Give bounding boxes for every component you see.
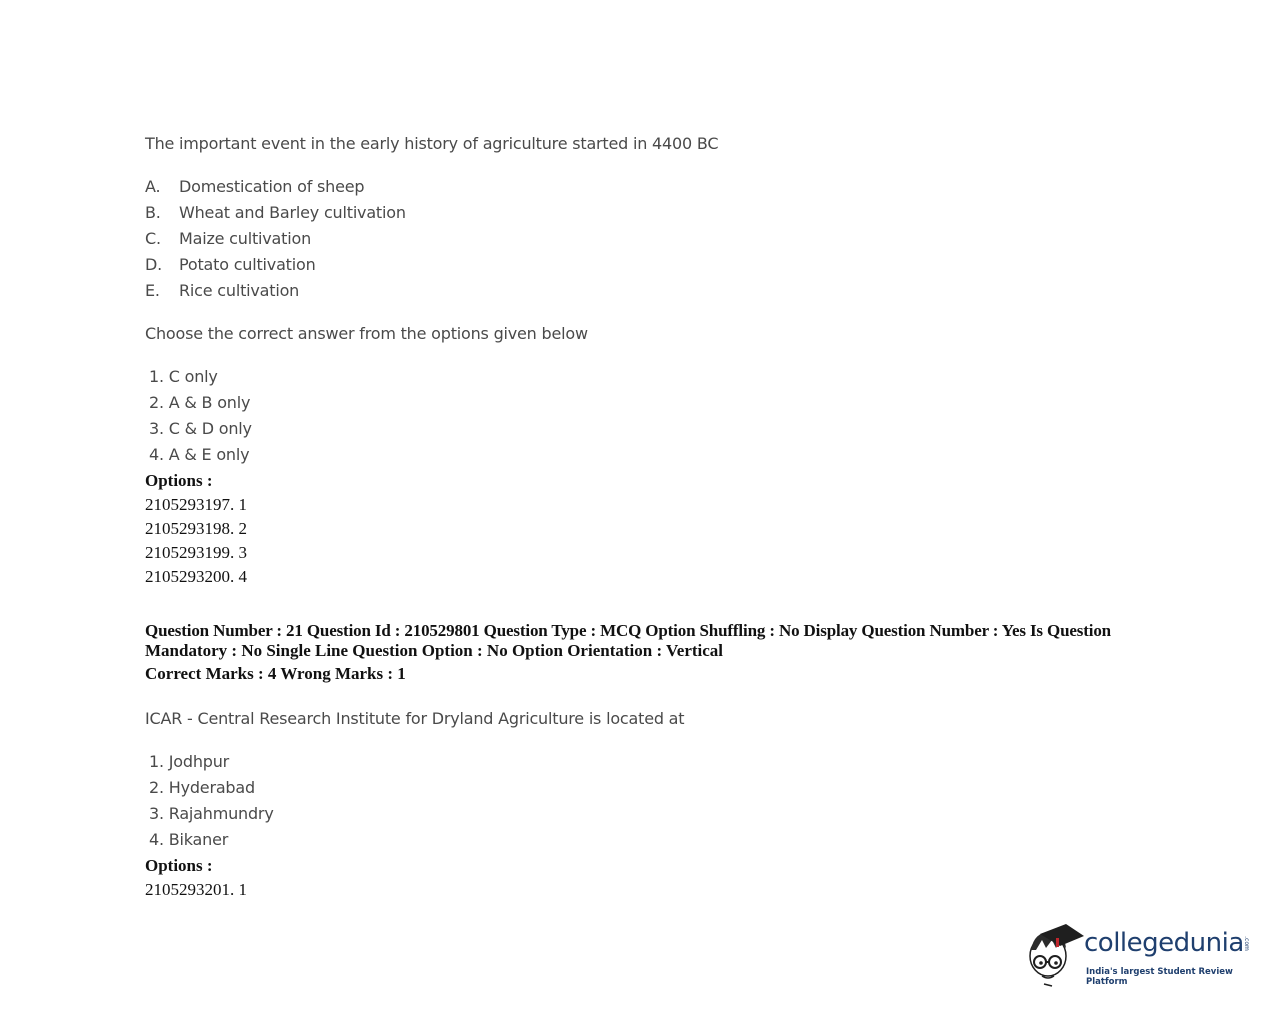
statement-letter: B.	[145, 203, 161, 222]
statement-item-c	[145, 229, 311, 248]
statement-letter: A.	[145, 177, 161, 196]
option-id-row: 2105293201. 1	[145, 880, 247, 899]
question-21-meta-line-1: Question Number : 21 Question Id : 210529801 Question Type : MCQ Option Shuffling : No Display Question Number : Yes Is Question	[145, 621, 1111, 640]
statement-text: Rice cultivation	[179, 281, 300, 300]
question-21-stem: ICAR - Central Research Institute for Dryland Agriculture is located at	[145, 709, 685, 728]
answer-choice-1: 1. Jodhpur	[149, 752, 230, 771]
logo-tagline: India's largest Student Review Platform	[1086, 967, 1233, 987]
graduate-mascot-icon	[1026, 918, 1086, 990]
options-label: Options :	[145, 471, 213, 490]
answer-choice-3: 3. C & D only	[149, 419, 252, 438]
answer-choice-1: 1. C only	[149, 367, 218, 386]
statement-letter: E.	[145, 281, 160, 300]
statement-letter: D.	[145, 255, 163, 274]
answer-choice-2: 2. Hyderabad	[149, 778, 255, 797]
statement-text: Domestication of sheep	[179, 177, 365, 196]
question-21-meta-line-2: Mandatory : No Single Line Question Option : No Option Orientation : Vertical	[145, 641, 724, 660]
options-label: Options :	[145, 856, 213, 875]
statement-text: Wheat and Barley cultivation	[179, 203, 406, 222]
statement-item-a	[145, 177, 364, 196]
statement-item-e	[145, 281, 299, 300]
statement-text: Maize cultivation	[179, 229, 312, 248]
option-id-row: 2105293198. 2	[145, 519, 247, 538]
question-20-instruction: Choose the correct answer from the options given below	[145, 324, 588, 343]
logo-wordmark: collegedunia	[1084, 928, 1244, 958]
option-id-row: 2105293199. 3	[145, 543, 247, 562]
logo-com: .com	[1242, 936, 1250, 951]
option-id-row: 2105293197. 1	[145, 495, 247, 514]
question-20-stem: The important event in the early history of agriculture started in 4400 BC	[145, 134, 719, 153]
statement-item-b	[145, 203, 406, 222]
option-id-row: 2105293200. 4	[145, 567, 247, 586]
answer-choice-2: 2. A & B only	[149, 393, 251, 412]
statement-item-d	[145, 255, 316, 274]
answer-choice-4: 4. A & E only	[149, 445, 250, 464]
question-21-marks: Correct Marks : 4 Wrong Marks : 1	[145, 664, 406, 683]
statement-letter: C.	[145, 229, 161, 248]
answer-choice-4: 4. Bikaner	[149, 830, 229, 849]
answer-choice-3: 3. Rajahmundry	[149, 804, 274, 823]
collegedunia-logo	[1026, 918, 1256, 990]
statement-text: Potato cultivation	[179, 255, 316, 274]
